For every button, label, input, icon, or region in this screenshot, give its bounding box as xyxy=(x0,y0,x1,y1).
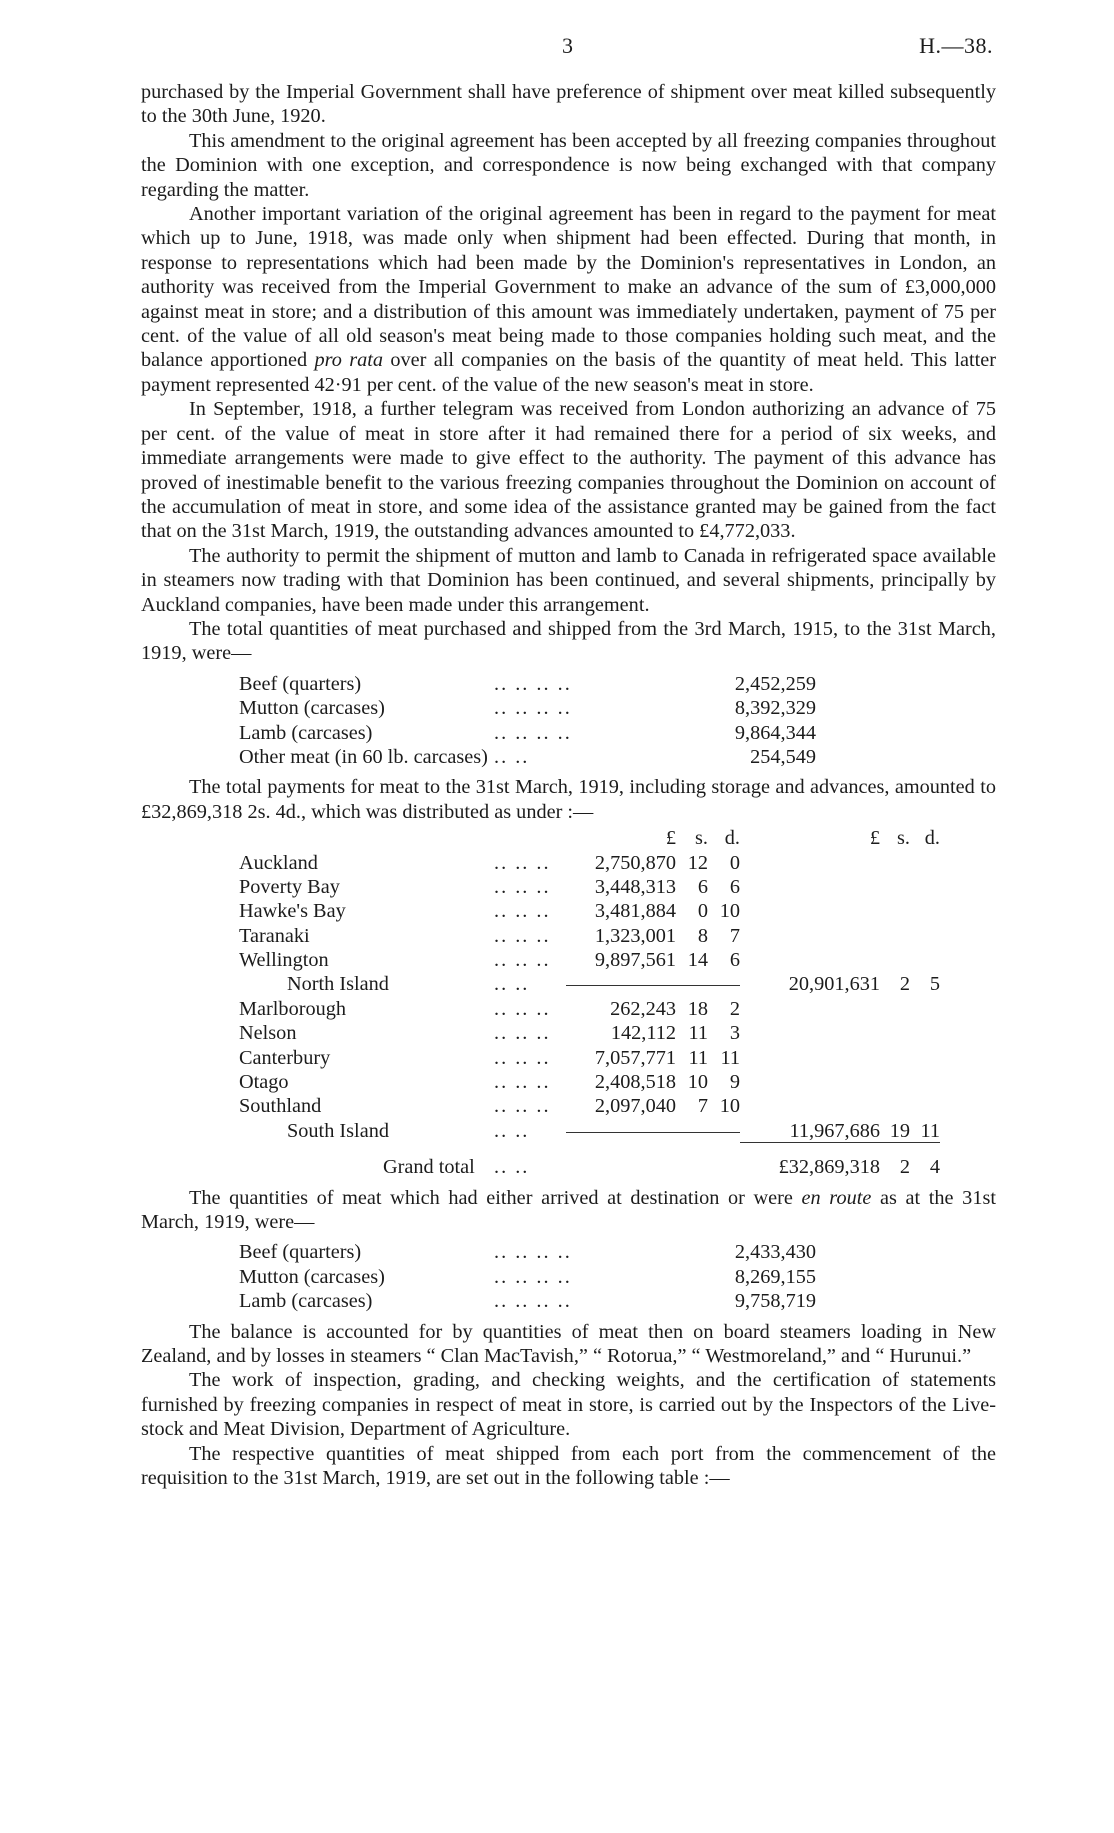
pounds-cell: 9,897,561 xyxy=(594,949,676,972)
table-row xyxy=(239,696,816,720)
grand-total-label: Grand total xyxy=(383,1156,475,1179)
shillings-cell: 11 xyxy=(688,1022,708,1045)
pence-cell: 11 xyxy=(720,1046,740,1069)
table-row xyxy=(239,997,996,1021)
column-header: £ xyxy=(869,827,880,850)
total-shillings-cell: 2 xyxy=(899,973,910,996)
leader-dots: .. .. .. xyxy=(494,851,551,874)
pounds-cell: 2,750,870 xyxy=(594,851,676,874)
paragraph: The total quantities of meat purchased and shipped from the 3rd March, 1915, to the 31st March, 1919, were— xyxy=(141,617,996,665)
paragraph-text: over all companies on the basis of the quantity of meat held. This latter payment represented 42·91 per cent. of the value of the new season's meat in store. xyxy=(141,349,996,396)
row-value: 8,269,155 xyxy=(734,1265,816,1288)
pence-cell: 2 xyxy=(729,997,740,1020)
document-body xyxy=(141,80,996,1490)
row-value: 9,758,719 xyxy=(734,1290,816,1313)
leader-dots: .. .. .. xyxy=(494,949,551,972)
leader-dots: .. .. .. xyxy=(494,1095,551,1118)
row-value: 2,452,259 xyxy=(734,672,816,695)
pence-cell: 10 xyxy=(719,1095,740,1118)
district-label: Auckland xyxy=(239,851,318,874)
leader-dots: .. .. .. .. xyxy=(494,697,572,720)
row-value: 9,864,344 xyxy=(734,721,816,744)
leader-dots: .. .. .. xyxy=(494,900,551,923)
column-header: £ xyxy=(665,827,676,850)
pence-cell: 3 xyxy=(729,1022,740,1045)
page-number: 3 xyxy=(562,33,573,58)
document-reference: H.—38. xyxy=(919,33,993,58)
leader-dots: .. .. .. xyxy=(494,1046,551,1069)
paragraph: The authority to permit the shipment of mutton and lamb to Canada in refrigerated space available in steamers now trading with that Dominion has been continued, and several shipments, principally by Auckland companies, have been made under this arrangement. xyxy=(141,544,996,616)
paragraph xyxy=(141,1186,996,1235)
total-pounds-cell: 20,901,631 xyxy=(788,973,880,996)
table-row xyxy=(239,1094,996,1118)
leader-dots: .. .. .. .. xyxy=(494,672,572,695)
column-header: d. xyxy=(924,827,940,850)
island-label: North Island xyxy=(287,973,389,996)
shillings-cell: 10 xyxy=(687,1071,708,1094)
pence-cell: 0 xyxy=(729,851,740,874)
table-row xyxy=(239,1021,996,1045)
purchased-quantities-table xyxy=(239,672,816,770)
italic-text: pro rata xyxy=(314,349,384,372)
pence-cell: 10 xyxy=(719,900,740,923)
district-label: Canterbury xyxy=(239,1046,331,1069)
row-label: Mutton (carcases) xyxy=(239,697,385,720)
shillings-cell: 8 xyxy=(697,924,708,947)
subtotal-row xyxy=(239,1119,996,1143)
row-value: 254,549 xyxy=(750,745,816,768)
leader-dots: .. .. xyxy=(494,1119,530,1142)
district-label: Taranaki xyxy=(239,924,310,947)
row-label: Mutton (carcases) xyxy=(239,1265,385,1288)
pence-cell: 6 xyxy=(729,875,740,898)
table-row xyxy=(239,899,996,923)
column-header: s. xyxy=(897,827,910,850)
italic-text: en route xyxy=(801,1186,872,1209)
row-value: 2,433,430 xyxy=(734,1241,816,1264)
paragraph: The respective quantities of meat shipped from each port from the commencement of the requisition to the 31st March, 1919, are set out in the following table :— xyxy=(141,1442,996,1490)
district-label: Poverty Bay xyxy=(239,875,340,898)
pounds-cell: 1,323,001 xyxy=(594,924,676,947)
table-row xyxy=(239,1070,996,1094)
leader-dots: .. .. .. xyxy=(494,875,551,898)
pounds-cell: 142,112 xyxy=(610,1022,676,1045)
subtotal-row xyxy=(239,972,996,996)
total-pence-cell: 11 xyxy=(910,1119,940,1143)
leader-dots: .. .. xyxy=(494,973,530,996)
shillings-cell: 18 xyxy=(687,997,708,1020)
table-row xyxy=(239,1240,816,1264)
leader-dots: .. .. .. .. xyxy=(494,721,572,744)
payment-distribution-table xyxy=(239,826,996,1179)
arrived-quantities-table xyxy=(239,1240,816,1313)
total-pounds-cell: 11,967,686 xyxy=(740,1119,880,1143)
row-label: Other meat (in 60 lb. carcases) xyxy=(239,745,488,768)
sum-rule xyxy=(566,985,740,986)
table-header-row xyxy=(239,826,996,850)
district-label: Otago xyxy=(239,1071,289,1094)
pounds-cell: 7,057,771 xyxy=(594,1046,676,1069)
pence-cell: 9 xyxy=(729,1071,740,1094)
paragraph: The balance is accounted for by quantities of meat then on board steamers loading in New Zealand, and by losses in steamers “ Clan MacTavish,” “ Rotorua,” “ Westmoreland,” and “ Hurunui.” xyxy=(141,1320,996,1367)
grand-total-shillings: 2 xyxy=(899,1156,910,1179)
grand-total-row xyxy=(239,1155,996,1179)
table-row xyxy=(239,672,816,696)
table-row xyxy=(239,1046,996,1070)
document-page xyxy=(141,0,996,1490)
row-label: Beef (quarters) xyxy=(239,1241,362,1264)
leader-dots: .. .. .. xyxy=(494,997,551,1020)
table-row xyxy=(239,745,816,769)
leader-dots: .. .. .. .. xyxy=(494,1290,572,1313)
pence-cell: 7 xyxy=(729,924,740,947)
paragraph: purchased by the Imperial Government shall have preference of shipment over meat killed subsequently to the 30th June, 1920. xyxy=(141,81,996,128)
table-row xyxy=(239,948,996,972)
row-value: 8,392,329 xyxy=(734,697,816,720)
column-header: s. xyxy=(695,827,708,850)
paragraph: The work of inspection, grading, and checking weights, and the certification of statements furnished by freezing companies in respect of meat in store, is carried out by the Inspectors of the Live-stock and Meat Division, Department of Agriculture. xyxy=(141,1369,996,1441)
pounds-cell: 3,448,313 xyxy=(594,875,676,898)
pounds-cell: 2,097,040 xyxy=(594,1095,676,1118)
sum-rule xyxy=(566,1132,740,1133)
district-label: Southland xyxy=(239,1095,322,1118)
leader-dots: .. .. .. .. xyxy=(494,1265,572,1288)
district-label: Hawke's Bay xyxy=(239,900,346,923)
leader-dots: .. .. .. xyxy=(494,1022,551,1045)
district-label: Nelson xyxy=(239,1022,297,1045)
leader-dots: .. .. xyxy=(494,1156,530,1179)
total-shillings-cell: 19 xyxy=(880,1119,910,1143)
table-row xyxy=(239,851,996,875)
table-row xyxy=(239,875,996,899)
shillings-cell: 14 xyxy=(687,949,708,972)
leader-dots: .. .. .. xyxy=(494,1071,551,1094)
pounds-cell: 3,481,884 xyxy=(594,900,676,923)
district-label: Wellington xyxy=(239,949,329,972)
paragraph: The total payments for meat to the 31st March, 1919, including storage and advances, amounted to £32,869,318 2s. 4d., which was distributed as under :— xyxy=(141,776,996,823)
leader-dots: .. .. .. .. xyxy=(494,1241,572,1264)
pounds-cell: 262,243 xyxy=(610,997,676,1020)
column-header: d. xyxy=(724,827,740,850)
shillings-cell: 11 xyxy=(688,1046,708,1069)
shillings-cell: 12 xyxy=(687,851,708,874)
paragraph xyxy=(141,202,996,397)
row-label: Lamb (carcases) xyxy=(239,721,373,744)
page-header xyxy=(141,0,996,58)
paragraph-text: as at the 31st March, 1919, were— xyxy=(141,1186,996,1233)
shillings-cell: 6 xyxy=(697,875,708,898)
table-row xyxy=(239,1289,816,1313)
shillings-cell: 7 xyxy=(697,1095,708,1118)
leader-dots: .. .. xyxy=(494,745,530,768)
table-row xyxy=(239,1265,816,1289)
island-label: South Island xyxy=(287,1119,389,1142)
leader-dots: .. .. .. xyxy=(494,924,551,947)
total-pence-cell: 5 xyxy=(929,973,940,996)
grand-total-pounds: £32,869,318 xyxy=(778,1156,880,1179)
paragraph: This amendment to the original agreement has been accepted by all freezing companies throughout the Dominion with one exception, and correspondence is now being exchanged with that company regarding the matter. xyxy=(141,129,996,201)
paragraph: In September, 1918, a further telegram was received from London authorizing an advance of 75 per cent. of the value of meat in store after it had remained there for a period of six weeks, and immediate arrangements were made to give effect to the authority. The payment of this advance has proved of inestimable benefit to the various freezing companies throughout the Dominion on account of the accumulation of meat in store, and some idea of the assistance granted may be gained from the fact that on the 31st March, 1919, the outstanding advances amounted to £4,772,033. xyxy=(141,398,996,543)
pence-cell: 6 xyxy=(729,949,740,972)
table-row xyxy=(239,924,996,948)
paragraph-text: Another important variation of the original agreement has been in regard to the payment for meat which up to June, 1918, was made only when shipment had been effected. During that month, in response to representations which had been made by the Dominion's representatives in London, an authority was received from the Imperial Government to make an advance of the sum of £3,000,000 against meat in store; and a distribution of this amount was immediately undertaken, payment of 75 per cent. of the value of all old season's meat being made to those companies holding such meat, and the balance apportioned xyxy=(141,203,996,372)
shillings-cell: 0 xyxy=(697,900,708,923)
district-label: Marlborough xyxy=(239,997,347,1020)
row-label: Beef (quarters) xyxy=(239,672,362,695)
row-label: Lamb (carcases) xyxy=(239,1290,373,1313)
grand-total-pence: 4 xyxy=(929,1156,940,1179)
paragraph-text: The quantities of meat which had either arrived at destination or were xyxy=(189,1186,793,1209)
table-row xyxy=(239,721,816,745)
pounds-cell: 2,408,518 xyxy=(594,1071,676,1094)
